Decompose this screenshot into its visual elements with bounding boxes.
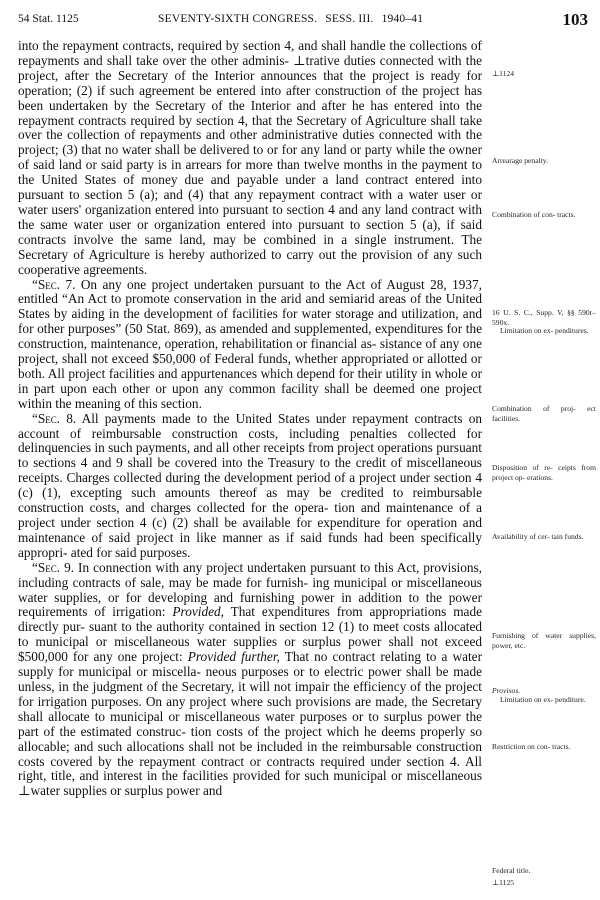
congress-title — [158, 13, 423, 25]
margin-note-arrearage: Arrearage penalty. — [492, 156, 549, 165]
section-7 — [18, 278, 482, 412]
margin-note-combination-facilities: Combination of proj- ect facilities. — [492, 404, 596, 423]
congress-name: SEVENTY-SIXTH CONGRESS. — [158, 13, 318, 25]
margin-note-limitation: Limitation on ex- penditures. — [500, 326, 589, 335]
margin-note-restriction: Restriction on con- tracts. — [492, 742, 571, 751]
section-9-text-c: That no contract relating to a water supply for municipal or miscella- neous purposes or to electric power shall be made unless, in the judgment of the Secretary, it will not impair the efficiency of the project for irrigation purposes. On any project where such provisions are made, the Secretary shall allocate to municipal or miscellaneous water purposes or to surplus power the part of the estimated construc- tion costs of the project which he deems properly so allocable; and such allocations shall not be included in the reimbursable construction costs covered by the repayment contract or contracts required under section 4. All right, title, and interest in the facilities provided for such municipal or miscellaneous ⊥water supplies or surplus power and — [18, 649, 482, 799]
section-8-text: All payments made to the United States under repayment contracts on account of reimbursable construction costs, including penalties collected for delinquencies in such payments, and all other receipts from project operations pursuant to sections 4 and 9 shall be covered into the Treasury to the credit of miscellaneous receipts. Charges collected during the development period of a project under section 4 (c) (1), excepting such amounts thereof as may be credited to reimbursable construction costs, and charges collected for the opera- tion and maintenance of a project under section 4 (c) (2) shall be available for expenditure for operation and maintenance of said project in like manner as if said funds had been specifically appropri- ated for said purposes. — [18, 410, 482, 560]
section-8 — [18, 412, 482, 561]
section-9-text-a: In connection with any project undertaken pursuant to this Act, provisions, including contracts of sale, may be made for furnish- ing municipal or miscellaneous water supplies, or for developing and furnishing power in addition to the power requirements of irrigation: — [18, 559, 482, 620]
margin-note-combination: Combination of con- tracts. — [492, 210, 576, 219]
main-text — [18, 39, 482, 799]
statute-citation: 54 Stat. 1125 — [18, 13, 79, 25]
paragraph-continuation: into the repayment contracts, required by section 4, and shall handle the collections of repayments and shall take over the other adminis- ⊥trative duties connected with the project, after the Secretary of the Interior announces that the project is ready for operation; (2) if such agreement be entered into after construction of the project has been undertaken by the Secretary of the Interior and after he has entered into the repayment contracts required by section 4, that the Secretary of Agriculture shall take over the collection of repayments and other administrative duties connected with the project; (3) that no water shall be delivered to or for any land or party while the owner of said land or said party is in arrears for more than twelve months in the payment to the United States of money due and payable under a land contract entered into pursuant to section 5 (a); and (4) that any repayment contract with a water user or water users' organization entered into pursuant to section 4 and any land contract with the same water user or organization entered into pursuant to section 5 (a), if said contracts involve the same land, may be combined in a single instrument. The Secretary of Agriculture is hereby authorized to carry out the provision of any such cooperative agreements. — [18, 38, 482, 277]
section-7-text: On any one project undertaken pursuant to the Act of August 28, 1937, entitled “An Act to promote conservation in the arid and semiarid areas of the United States by aiding in the development of facilities for water storage and utilization, and for other purposes” (50 Stat. 869), as amended and supplemented, expenditures for the construction, maintenance, operation, rehabilitation or financial as- sistance of any one project, shall not exceed $50,000 of Federal funds, whether appropriated or allotted or both. All project facilities and appurtenances which depend for their utility in whole or in part upon each other or upon any common facility shall be deemed one project within the meaning of this section. — [18, 276, 482, 411]
proviso-provided-further: Provided further, — [187, 649, 280, 665]
proviso-provided: Provided, — [172, 604, 224, 620]
years-label: 1940–41 — [381, 13, 424, 25]
margin-note-1124: ⊥1124 — [492, 69, 515, 78]
running-header — [18, 10, 588, 32]
margin-note-limitation-expenditure: Limitation on ex- penditure. — [500, 695, 586, 704]
margin-note-furnishing: Furnishing of water supplies, power, etc. — [492, 631, 596, 650]
margin-note-usc-reference: 16 U. S. C., Supp. V, §§ 590r–590x. — [492, 308, 596, 327]
margin-note-federal-title: Federal title. — [492, 866, 531, 875]
margin-note-availability: Availability of cer- tain funds. — [492, 532, 584, 541]
margin-note-1125: ⊥1125 — [492, 878, 515, 887]
margin-note-disposition: Disposition of re- ceipts from project op- erations. — [492, 463, 596, 482]
margin-note-provisos: Provisos. — [492, 686, 521, 695]
section-9-label: “Sec. 9. — [32, 559, 75, 575]
section-9-text-b: That expenditures from appropriations made directly pur- suant to the authority contained in section 12 (1) to meet costs allocated to municipal or miscellaneous water supplies or surplus power shall not exceed $500,000 for any one project: — [18, 604, 483, 665]
section-9 — [18, 561, 482, 800]
section-7-label: “Sec. 7. — [32, 276, 76, 292]
section-8-label: “Sec. 8. — [32, 410, 77, 426]
page-number: 103 — [562, 10, 588, 29]
session-label: SESS. III. — [325, 13, 374, 25]
